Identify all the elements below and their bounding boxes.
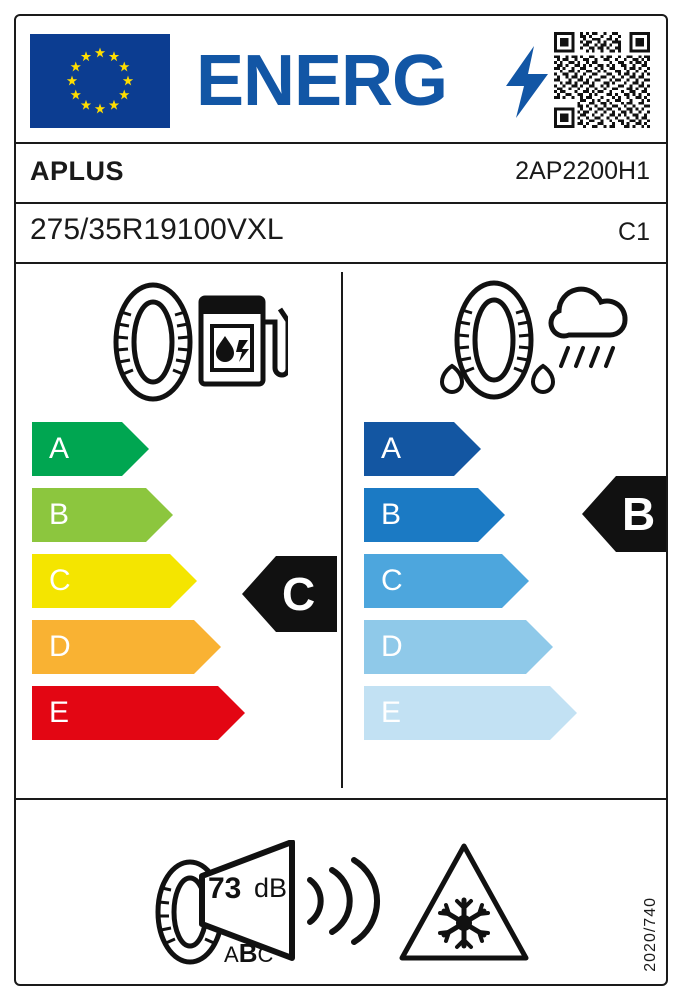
label-header — [16, 16, 666, 142]
noise-class-b: B — [238, 938, 258, 968]
grade-bar — [32, 620, 218, 674]
rain-cloud-tyre-icon — [416, 278, 631, 404]
noise-class-a: A — [224, 942, 239, 967]
grade-bar — [364, 554, 550, 608]
wet-result-letter: B — [622, 488, 656, 540]
grade-letter: A — [49, 432, 70, 465]
grade-bar — [364, 686, 550, 740]
brand-row — [16, 144, 666, 202]
qr-code-icon — [554, 32, 650, 128]
noise-class-c: C — [257, 942, 274, 967]
grade-bar — [32, 422, 218, 476]
grade-letter: C — [49, 564, 71, 597]
tyre-loudspeaker-icon — [142, 840, 432, 970]
brand-name: APLUS — [30, 156, 125, 186]
fuel-grade-bars — [32, 422, 218, 752]
fuel-efficiency-result — [242, 556, 337, 632]
result-block — [616, 476, 668, 552]
result-block — [276, 556, 337, 632]
fuel-pump-tyre-icon — [98, 282, 288, 402]
grade-letter: D — [49, 630, 71, 663]
grade-letter: E — [49, 696, 70, 729]
grade-bar — [364, 620, 550, 674]
energy-wordmark: ENERG — [196, 41, 448, 121]
grade-bar — [32, 686, 218, 740]
lightning-bolt-icon — [504, 46, 550, 118]
result-arrow-tip — [242, 556, 276, 632]
grade-bar — [364, 422, 550, 476]
grade-letter: A — [381, 432, 402, 465]
tyre-size-row — [16, 204, 666, 262]
snowflake-mountain-icon — [394, 838, 534, 968]
label-date: 2020/740 — [642, 897, 659, 972]
grade-bar — [32, 488, 218, 542]
eu-flag-icon — [30, 34, 170, 128]
wet-grip-grade-bars — [364, 422, 550, 752]
section-divider-vertical — [341, 272, 343, 788]
grade-bar — [32, 554, 218, 608]
label-frame — [14, 14, 668, 986]
grade-letter: B — [381, 498, 402, 531]
result-arrow-tip — [582, 476, 616, 552]
wet-grip-result — [582, 476, 668, 552]
grade-letter: D — [381, 630, 403, 663]
noise-db-unit: dB — [254, 873, 288, 903]
noise-db-value: 73 — [208, 872, 242, 905]
grade-letter: B — [49, 498, 70, 531]
model-code: 2AP2200H1 — [515, 157, 650, 185]
tyre-size: 275/35R19100VXL — [30, 213, 284, 246]
grades-section — [16, 264, 666, 798]
noise-snow-section — [16, 800, 666, 986]
grade-letter: E — [381, 696, 402, 729]
fuel-result-letter: C — [282, 568, 316, 620]
grade-letter: C — [381, 564, 403, 597]
tyre-class-code: C1 — [618, 218, 650, 246]
noise-class-scale — [224, 938, 273, 969]
grade-bar — [364, 488, 550, 542]
